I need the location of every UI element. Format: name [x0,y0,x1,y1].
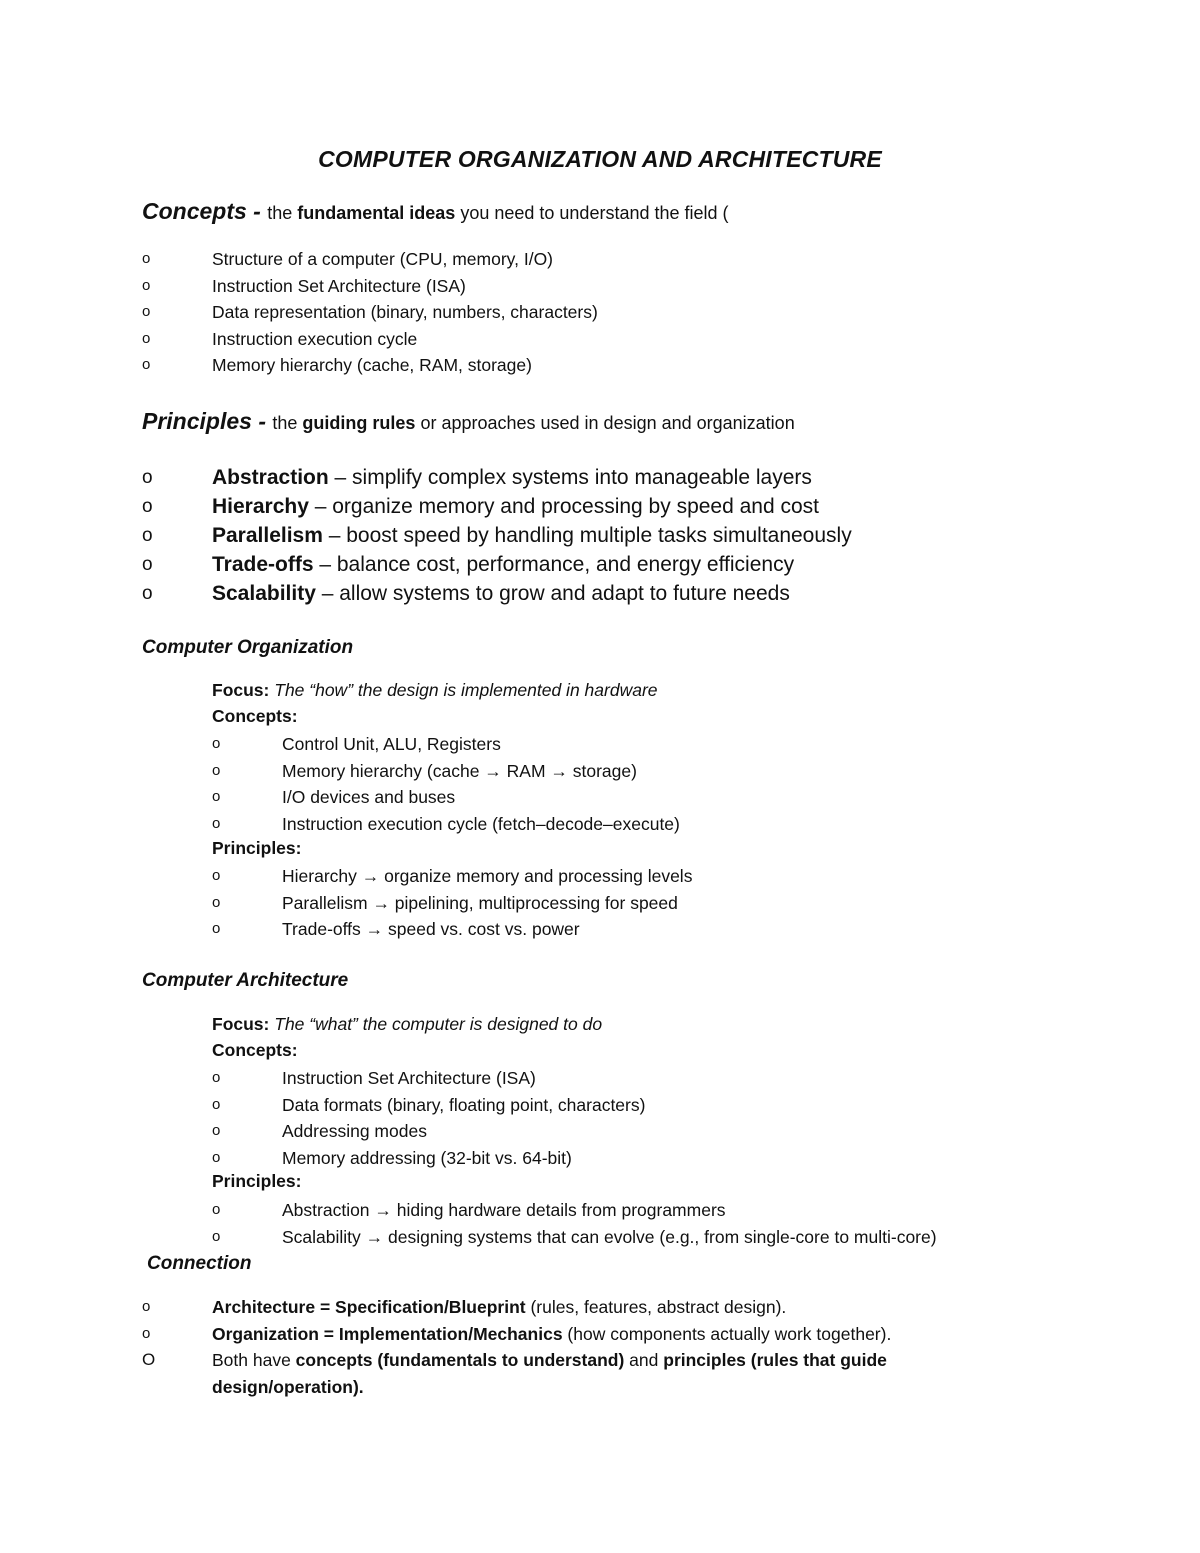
bullet-icon: o [212,893,221,911]
list-item: o Parallelism → pipelining, multiprocessing for speed [212,890,692,917]
bullet-icon: o [142,554,153,575]
architecture-focus-text: The “what” the computer is designed to do [274,1014,603,1034]
bullet-icon: o [142,496,153,517]
principles-list [142,463,852,608]
organization-principles-list [212,863,692,943]
concepts-heading-line [142,198,729,225]
bullet-icon: o [142,1324,151,1342]
list-item: o Structure of a computer (CPU, memory, I/O) [142,246,598,273]
concepts-desc-bold: fundamental ideas [297,203,456,223]
list-item: o Architecture = Specification/Blueprint (rules, features, abstract design). [142,1294,891,1321]
organization-focus-line [212,680,658,701]
list-item: o Hierarchy – organize memory and processing by speed and cost [142,492,852,521]
architecture-principles-label: Principles: [212,1171,302,1191]
bullet-icon: o [212,788,221,805]
document-title: COMPUTER ORGANIZATION AND ARCHITECTURE [318,146,882,172]
list-item: o Trade-offs – balance cost, performance, and energy efficiency [142,550,852,579]
concepts-heading: Concepts [142,198,247,224]
list-item: o Control Unit, ALU, Registers [212,731,680,758]
concepts-dash: - [246,198,268,224]
bullet-icon: o [142,467,153,488]
bullet-icon: o [212,1227,221,1245]
organization-heading: Computer Organization [142,637,354,658]
list-item: o Trade-offs → speed vs. cost vs. power [212,916,692,943]
list-item: o Organization = Implementation/Mechanics (how components actually work together). [142,1321,891,1348]
list-item: o Scalability → designing systems that can evolve (e.g., from single-core to multi-core) [212,1224,937,1251]
architecture-principles-list [212,1197,937,1250]
organization-focus-text: The “how” the design is implemented in hardware [274,680,658,700]
organization-concepts-label: Concepts: [212,706,298,726]
principles-dash: - [251,408,273,434]
principles-desc-post: or approaches used in design and organization [415,413,795,433]
architecture-focus-label: Focus: [212,1014,270,1034]
connection-heading: Connection [147,1253,252,1274]
bullet-icon: o [142,303,151,320]
list-item: o Abstraction → hiding hardware details from programmers [212,1197,937,1224]
bullet-icon: o [212,1148,221,1166]
list-item: o I/O devices and buses [212,784,680,811]
list-item: o Scalability – allow systems to grow and adapt to future needs [142,579,852,608]
bullet-icon: o [212,735,221,752]
bullet-icon: o [212,814,221,832]
list-item: o Data formats (binary, floating point, characters) [212,1092,645,1119]
list-item: o Instruction execution cycle [142,326,598,353]
list-item: o Memory addressing (32-bit vs. 64-bit) [212,1145,645,1172]
list-item: o Parallelism – boost speed by handling multiple tasks simultaneously [142,521,852,550]
bullet-icon: o [142,250,151,267]
bullet-icon: o [142,583,153,604]
bullet-icon: o [212,1201,221,1218]
list-item: o Data representation (binary, numbers, characters) [142,299,598,326]
principles-desc-pre: the [272,413,303,433]
bullet-icon: O [142,1350,156,1369]
list-item: o Addressing modes [212,1118,645,1145]
bullet-icon: o [142,276,151,294]
bullet-icon: o [212,1122,221,1139]
bullet-icon: o [142,525,153,546]
architecture-concepts-label: Concepts: [212,1040,298,1060]
list-item: o Memory hierarchy (cache → RAM → storage) [212,758,680,785]
bullet-icon: o [142,329,151,347]
organization-principles-label: Principles: [212,838,302,858]
list-item: o Hierarchy → organize memory and processing levels [212,863,692,890]
bullet-icon: o [212,920,221,937]
principles-desc-bold: guiding rules [302,413,416,433]
list-item: o Instruction Set Architecture (ISA) [142,273,598,300]
principles-heading-line [142,408,795,435]
architecture-concepts-list [212,1065,645,1171]
connection-list [142,1294,891,1400]
principles-heading: Principles [142,408,252,434]
bullet-icon: o [212,1095,221,1113]
architecture-focus-line [212,1014,602,1035]
list-item: o Instruction execution cycle (fetch–decode–execute) [212,811,680,838]
list-item: o Instruction Set Architecture (ISA) [212,1065,645,1092]
bullet-icon: o [212,867,221,884]
list-item: O Both have concepts (fundamentals to understand) and principles (rules that guide [142,1347,891,1374]
organization-focus-label: Focus: [212,680,270,700]
bullet-icon: o [212,1069,221,1086]
list-item: o Abstraction – simplify complex systems into manageable layers [142,463,852,492]
concepts-desc-pre: the [267,203,298,223]
list-item-continuation: design/operation). [212,1376,364,1397]
concepts-list [142,246,598,379]
bullet-icon: o [212,761,221,779]
concepts-desc-post: you need to understand the field ( [455,203,729,223]
list-item: o Memory hierarchy (cache, RAM, storage) [142,352,598,379]
architecture-heading: Computer Architecture [142,970,349,991]
bullet-icon: o [142,356,151,373]
bullet-icon: o [142,1298,151,1315]
organization-concepts-list [212,731,680,837]
